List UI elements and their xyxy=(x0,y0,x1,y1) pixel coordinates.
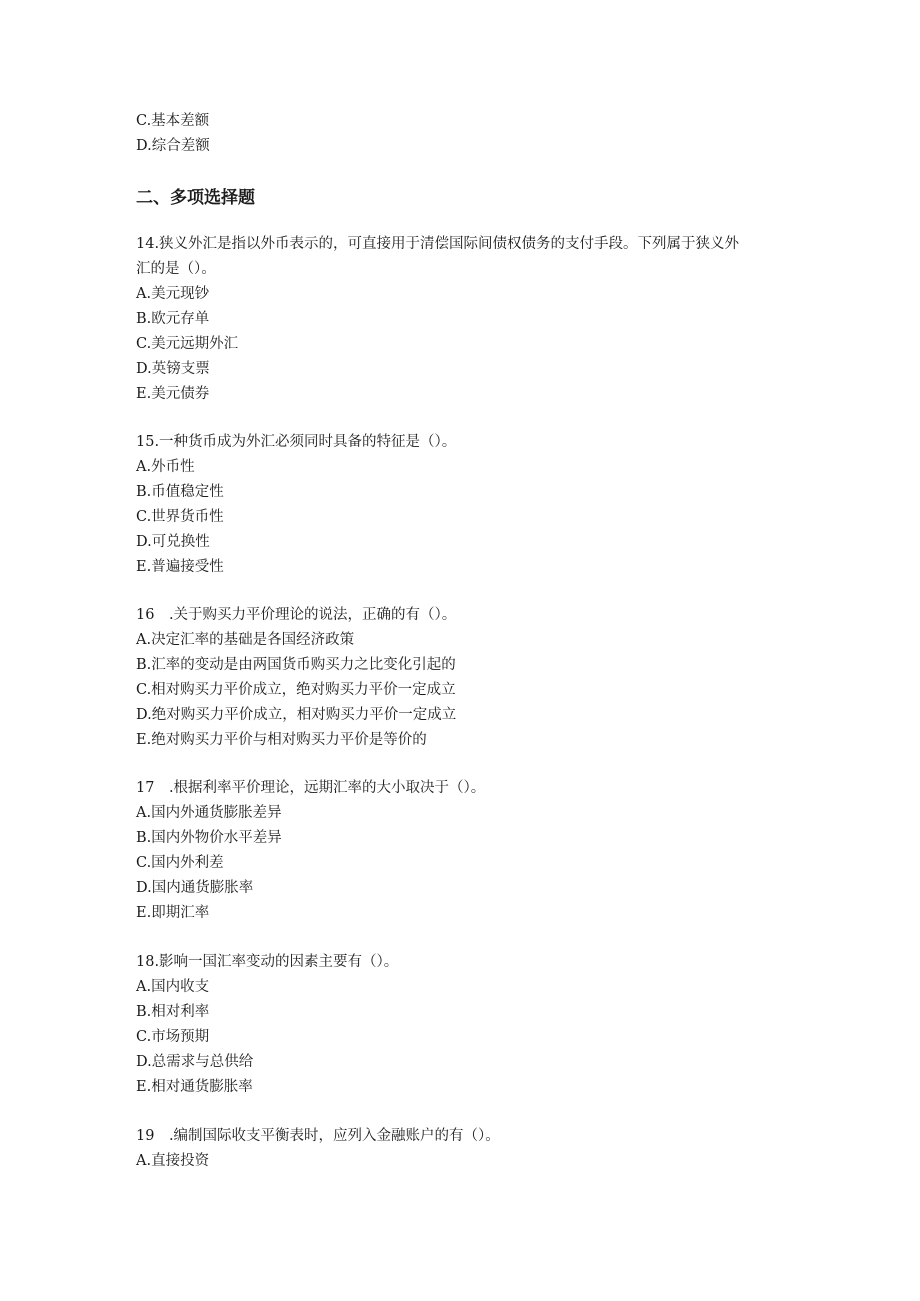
option-a: A.国内收支 xyxy=(136,979,210,995)
question-stem: 19 .编制国际收支平衡表时，应列入金融账户的有（）。 xyxy=(136,1128,500,1144)
option-b: B.相对利率 xyxy=(136,1004,210,1020)
question-stem: 18.影响一国汇率变动的因素主要有（）。 xyxy=(136,954,399,970)
option-a: A.直接投资 xyxy=(136,1153,210,1169)
option-b: B.汇率的变动是由两国货币购买力之比变化引起的 xyxy=(136,657,456,673)
question-stem: 汇的是（）。 xyxy=(136,261,216,277)
option-d: D.综合差额 xyxy=(136,138,210,154)
option-c: C.美元远期外汇 xyxy=(136,336,239,352)
option-e: E.普遍接受性 xyxy=(136,559,224,575)
option-c: C.市场预期 xyxy=(136,1029,210,1045)
option-a: A.国内外通货膨胀差异 xyxy=(136,805,282,821)
question-stem: 15.一种货币成为外汇必须同时具备的特征是（）。 xyxy=(136,434,457,450)
option-d: D.英镑支票 xyxy=(136,361,210,377)
question-stem: 17 .根据利率平价理论，远期汇率的大小取决于（）。 xyxy=(136,780,486,796)
option-e: E.即期汇率 xyxy=(136,905,210,921)
option-e: E.美元债券 xyxy=(136,386,210,402)
option-b: B.国内外物价水平差异 xyxy=(136,830,282,846)
option-a: A.决定汇率的基础是各国经济政策 xyxy=(136,632,355,648)
option-a: A.美元现钞 xyxy=(136,286,210,302)
question-stem: 14.狭义外汇是指以外币表示的，可直接用于清偿国际间债权债务的支付手段。下列属于狭义外 xyxy=(136,236,740,252)
option-c: C.世界货币性 xyxy=(136,509,224,525)
option-d: D.可兑换性 xyxy=(136,534,210,550)
section-heading: 二、多项选择题 xyxy=(136,188,255,208)
option-a: A.外币性 xyxy=(136,459,195,475)
option-d: D.国内通货膨胀率 xyxy=(136,880,254,896)
option-c: C.相对购买力平价成立，绝对购买力平价一定成立 xyxy=(136,682,456,698)
option-c: C.基本差额 xyxy=(136,113,210,129)
option-b: B.欧元存单 xyxy=(136,311,210,327)
option-d: D.绝对购买力平价成立，相对购买力平价一定成立 xyxy=(136,707,457,723)
option-d: D.总需求与总供给 xyxy=(136,1054,254,1070)
question-stem: 16 .关于购买力平价理论的说法，正确的有（）。 xyxy=(136,607,457,623)
option-e: E.绝对购买力平价与相对购买力平价是等价的 xyxy=(136,732,427,748)
option-b: B.币值稳定性 xyxy=(136,484,224,500)
option-c: C.国内外利差 xyxy=(136,855,224,871)
option-e: E.相对通货膨胀率 xyxy=(136,1079,253,1095)
